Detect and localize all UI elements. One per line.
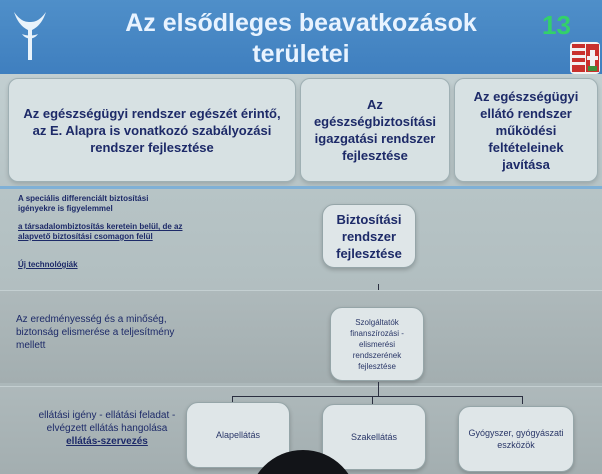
band2-text: Az eredményesség és a minőség, biztonság elismerése a teljesítmény mellett [16,314,175,351]
top-box-care-system-text: Az egészségügyi ellátó rendszer működési feltételeinek javítása [473,88,579,172]
insurance-system-box [322,204,416,268]
top-box-regulation-text: Az egészségügyi rendszer egészét érintő, az E. Alapra is vonatkozó szabályozási rendszer fejlesztése [23,105,281,155]
title-bar [0,0,602,74]
section-divider [0,186,602,189]
top-boxes-row [8,78,598,186]
financing-system-box [330,307,424,381]
specialist-care-box [322,404,426,470]
connector-horizontal [232,396,522,397]
slide-title [0,8,602,70]
financing-system-box-text: Szolgáltatók finanszírozási - elismerési rendszerének fejlesztése [350,317,404,371]
pharma-devices-box-text: Gyógyszer, gyógyászati eszközök [468,428,564,450]
slide-title-line1: Az elsődleges beavatkozások [125,9,477,37]
band3-text-line1: ellátási igény - ellátási feladat - elvégzett ellátás hangolása [38,410,176,434]
band-insurance [0,190,602,284]
pharma-devices-box [458,406,574,472]
connector-middle [372,396,373,404]
connector-2 [378,382,379,396]
slide-number: 13 [542,10,571,40]
specialist-care-box-text: Szakellátás [350,432,398,442]
coat-of-arms-icon [568,38,602,74]
top-box-insurance-admin [300,78,450,182]
band1-note-3: Új technológiák [18,260,78,269]
top-box-care-system [454,78,598,182]
connector-right [522,396,523,404]
band3-text-line2: ellátás-szervezés [66,436,148,447]
band-financing [0,290,602,383]
top-box-regulation [8,78,296,182]
band3-text [22,409,192,448]
slide-title-line2: területei [252,40,350,68]
top-box-insurance-admin-text: Az egészségbiztosítási igazgatási rendszer fejlesztése [313,97,437,163]
primary-care-box-text: Alapellátás [215,430,261,440]
band1-note-1: A speciális differenciált biztosítási igényekre is figyelemmel [18,194,149,213]
band1-note-2: a társadalombiztosítás keretein belül, de az alapvető biztosítási csomagon felül [18,222,183,241]
insurance-system-box-text: Biztosítási rendszer fejlesztése [336,211,402,261]
